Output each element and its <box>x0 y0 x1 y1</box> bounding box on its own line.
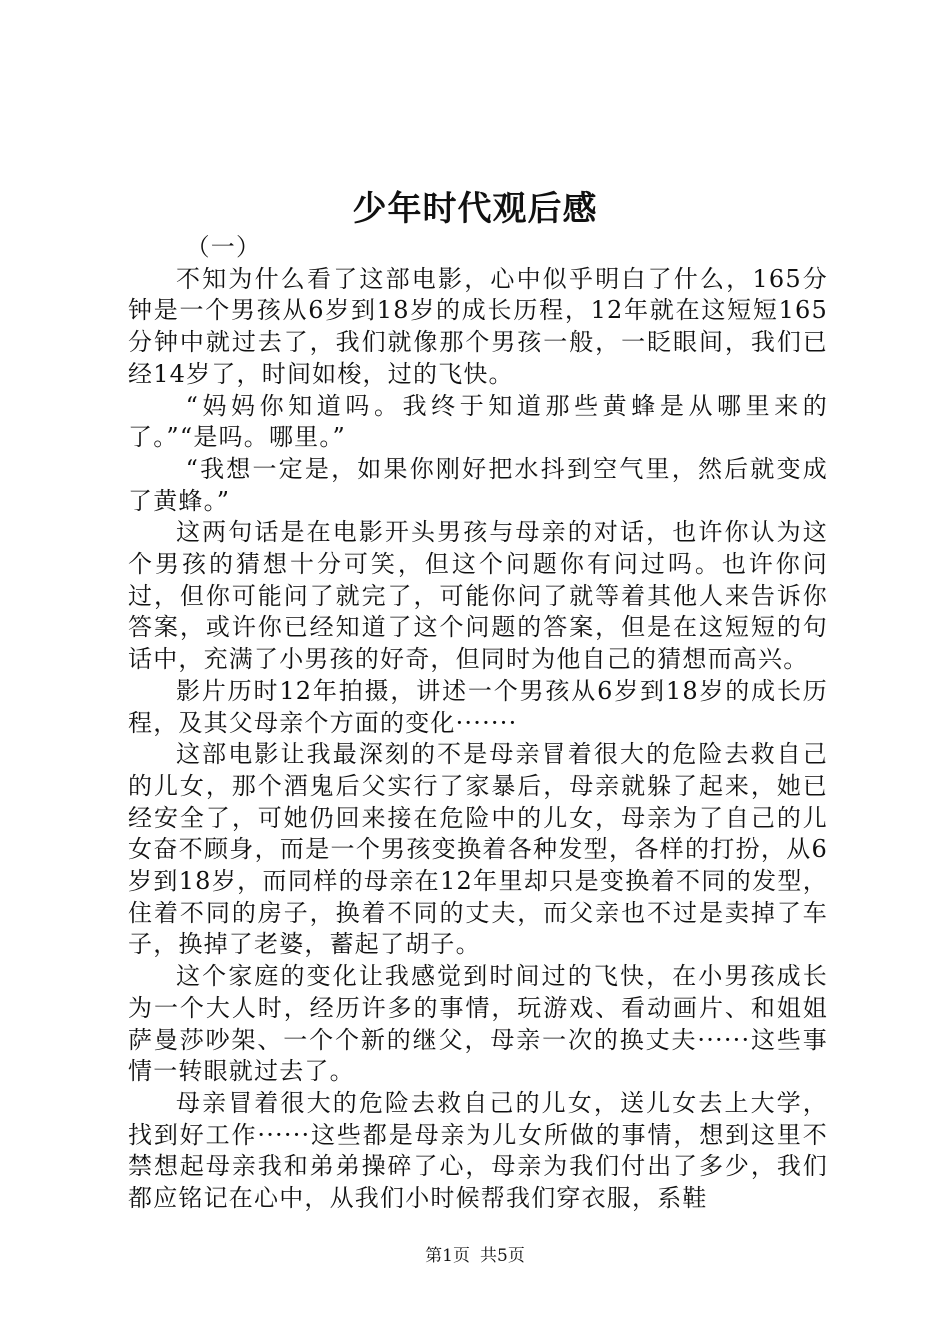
page-total: 共5页 <box>480 1246 525 1266</box>
page-footer <box>0 1244 950 1268</box>
document-title: 少年时代观后感 <box>352 189 598 229</box>
page-number: 第1页 <box>425 1246 470 1266</box>
paragraph: 影片历时12年拍摄，讲述一个男孩从6岁到18岁的成长历程，及其父母亲个方面的变化······· <box>128 676 828 737</box>
paragraph: 这两句话是在电影开头男孩与母亲的对话，也许你认为这个男孩的猜想十分可笑，但这个问题你有问过吗。也许你问过，但你可能问了就完了，可能你问了就等着其他人来告诉你答案，或许你已经知道了这个问题的答案，但是在这短短的句话中，充满了小男孩的好奇，但同时为他自己的猜想而高兴。 <box>128 518 828 674</box>
paragraph: 母亲冒着很大的危险去救自己的儿女，送儿女去上大学，找到好工作······这些都是母亲为儿女所做的事情，想到这里不禁想起母亲我和弟弟操碎了心，母亲为我们付出了多少，我们都应铭记在心中，从我们小时候帮我们穿衣服，系鞋 <box>128 1088 828 1213</box>
paragraph: 这个家庭的变化让我感觉到时间过的飞快，在小男孩成长为一个大人时，经历许多的事情，玩游戏、看动画片、和姐姐萨曼莎吵架、一个个新的继父，母亲一次的换丈夫······这些事情一转眼就过去了。 <box>128 962 828 1086</box>
paragraph: 不知为什么看了这部电影，心中似乎明白了什么，165分钟是一个男孩从6岁到18岁的成长历程，12年就在这短短165分钟中就过去了，我们就像那个男孩一般，一眨眼间，我们已经14岁了，时间如梭，过的飞快。 <box>128 264 828 388</box>
dialogue-paragraph: “妈妈你知道吗。我终于知道那些黄蜂是从哪里来的了。”“是吗。哪里。” <box>128 391 828 452</box>
paragraph: 这部电影让我最深刻的不是母亲冒着很大的危险去救自己的儿女，那个酒鬼后父实行了家暴后，母亲就躲了起来，她已经安全了，可她仍回来接在危险中的儿女，母亲为了自己的儿女奋不顾身，而是一个男孩变换着各种发型，各样的打扮，从6岁到18岁，而同样的母亲在12年里却只是变换着不同的发型，住着不同的房子，换着不同的丈夫，而父亲也不过是卖掉了车子，换掉了老婆，蓄起了胡子。 <box>128 740 828 959</box>
section-heading: （一） <box>185 233 262 261</box>
document-body <box>128 232 828 1215</box>
dialogue-paragraph: “我想一定是，如果你刚好把水抖到空气里，然后就变成了黄蜂。” <box>128 454 828 515</box>
